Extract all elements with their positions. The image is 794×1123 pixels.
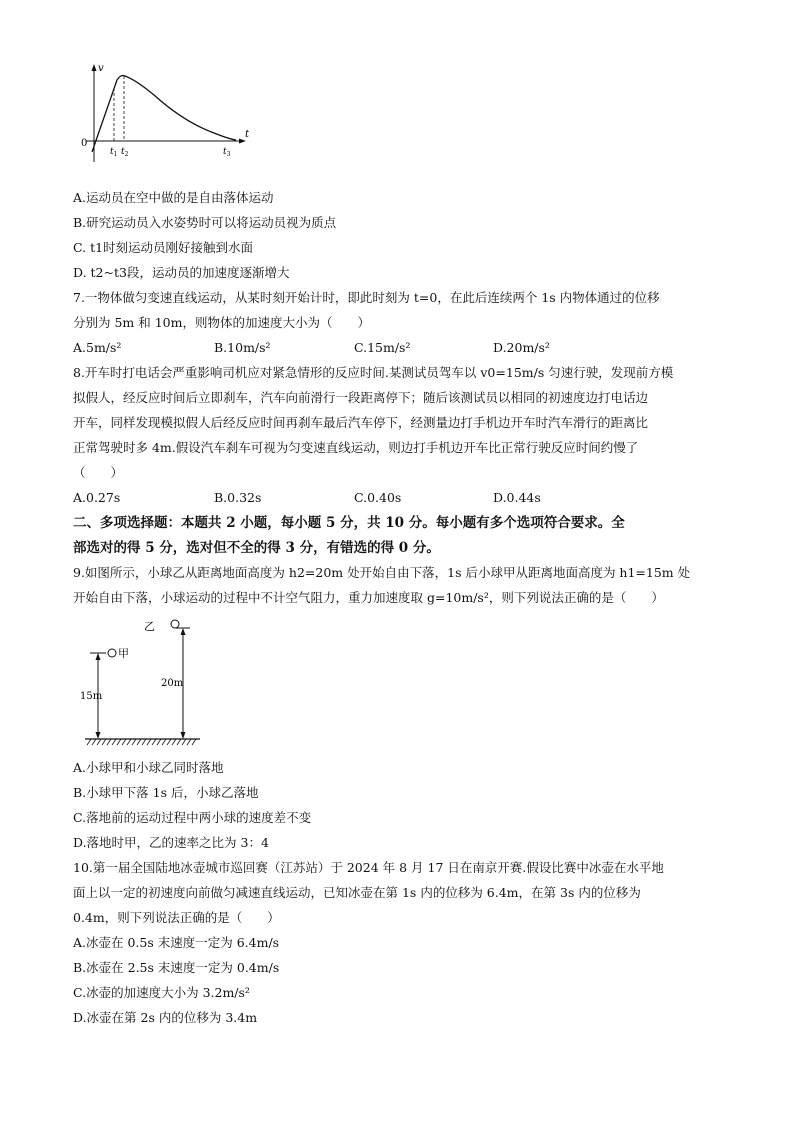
ground-hatching [87, 739, 196, 745]
q7-option-c: C.15m/s² [354, 340, 411, 355]
q8-stem-line3: 开车，同样发现模拟假人后经反应时间再刹车最后汽车停下，经测量边打手机边开车时汽车滑行的距离比 [73, 415, 649, 430]
h2-label: 20m [161, 678, 184, 689]
q8-option-c: C.0.40s [354, 490, 402, 505]
section2-heading-line2: 部选对的得 5 分，选对但不全的得 3 分，有错选的得 0 分。 [73, 540, 440, 556]
t-axis-label: t [245, 129, 250, 140]
q10-option-b: B.冰壶在 2.5s 末速度一定为 0.4m/s [73, 960, 280, 975]
origin-label: 0 [81, 138, 88, 149]
q10-option-a: A.冰壶在 0.5s 末速度一定为 6.4m/s [73, 935, 280, 950]
h1-label: 15m [80, 691, 103, 702]
q10-stem-line2: 面上以一定的初速度向前做匀减速直线运动，已知冰壶在第 1s 内的位移为 6.4m，在第 3s 内的位移为 [73, 885, 641, 900]
t1-label: $t_1$ [110, 147, 118, 158]
q7-option-b: B.10m/s² [214, 340, 271, 355]
ball-jia-label: 甲 [118, 647, 129, 660]
q8-stem-line1: 8.开车时打电话会严重影响司机应对紧急情形的反应时间.某测试员驾车以 v0=15m/s 匀速行驶，发现前方模 [73, 365, 674, 380]
falling-balls-figure [80, 613, 240, 749]
q8-option-b: B.0.32s [214, 490, 262, 505]
h1-arrow-bottom [96, 732, 101, 739]
q6-option-c: C. t1时刻运动员刚好接触到水面 [73, 240, 254, 255]
q10-stem-line3: 0.4m，则下列说法正确的是（ ） [73, 910, 280, 925]
ball-jia [108, 649, 116, 657]
q6-option-d: D. t2~t3段，运动员的加速度逐渐增大 [73, 265, 290, 280]
q6-option-b: B.研究运动员入水姿势时可以将运动员视为质点 [73, 215, 337, 230]
h1-arrow-top [96, 653, 101, 660]
q8-option-a: A.0.27s [73, 490, 121, 505]
q7-stem-line1: 7.一物体做匀变速直线运动，从某时刻开始计时，即此时刻为 t=0，在此后连续两个 1s 内物体通过的位移 [73, 290, 660, 305]
q8-stem-line4: 正常驾驶时多 4m.假设汽车刹车可视为匀变速直线运动，则边打手机边开车比正常行驶反应时间约慢了 [73, 440, 639, 455]
ball-yi [171, 620, 179, 628]
t2-label: $t_2$ [121, 147, 129, 158]
section2-heading-line1: 二、多项选择题：本题共 2 小题，每小题 5 分，共 10 分。每小题有多个选项符合要求。全 [73, 515, 625, 531]
h2-arrow-bottom [181, 732, 186, 739]
q6-option-a: A.运动员在空中做的是自由落体运动 [73, 190, 274, 205]
t3-label: $t_3$ [223, 147, 231, 158]
q7-stem-line2: 分别为 5m 和 10m，则物体的加速度大小为（ ） [73, 315, 370, 330]
q9-option-b: B.小球甲下落 1s 后，小球乙落地 [73, 785, 259, 800]
h2-arrow-top [181, 628, 186, 635]
q7-option-d: D.20m/s² [493, 340, 550, 355]
v-axis-label: v [98, 63, 104, 74]
q10-stem-line1: 10.第一届全国陆地冰壶城市巡回赛（江苏站）于 2024 年 8 月 17 日在南京开赛.假设比赛中冰壶在水平地 [73, 860, 664, 875]
q9-stem-line2: 开始自由下落，小球运动的过程中不计空气阻力，重力加速度取 g=10m/s²，则下列说法正确的是（ ） [73, 590, 664, 605]
v-axis-arrow [92, 64, 97, 71]
q8-stem-line5: （ ） [73, 465, 124, 480]
q8-option-d: D.0.44s [493, 490, 541, 505]
q7-option-a: A.5m/s² [73, 340, 122, 355]
q9-option-d: D.落地时甲，乙的速率之比为 3：4 [73, 835, 269, 850]
velocity-time-graph [74, 60, 274, 168]
q10-option-d: D.冰壶在第 2s 内的位移为 3.4m [73, 1010, 258, 1025]
q9-option-a: A.小球甲和小球乙同时落地 [73, 760, 224, 775]
q10-option-c: C.冰壶的加速度大小为 3.2m/s² [73, 985, 250, 1000]
q8-stem-line2: 拟假人，经反应时间后立即刹车，汽车向前滑行一段距离停下；随后该测试员以相同的初速度边打电话边 [73, 390, 649, 405]
q9-stem-line1: 9.如图所示，小球乙从距离地面高度为 h2=20m 处开始自由下落，1s 后小球甲从距离地面高度为 h1=15m 处 [73, 565, 691, 580]
ball-yi-label: 乙 [144, 620, 155, 633]
q9-option-c: C.落地前的运动过程中两小球的速度差不变 [73, 810, 312, 825]
